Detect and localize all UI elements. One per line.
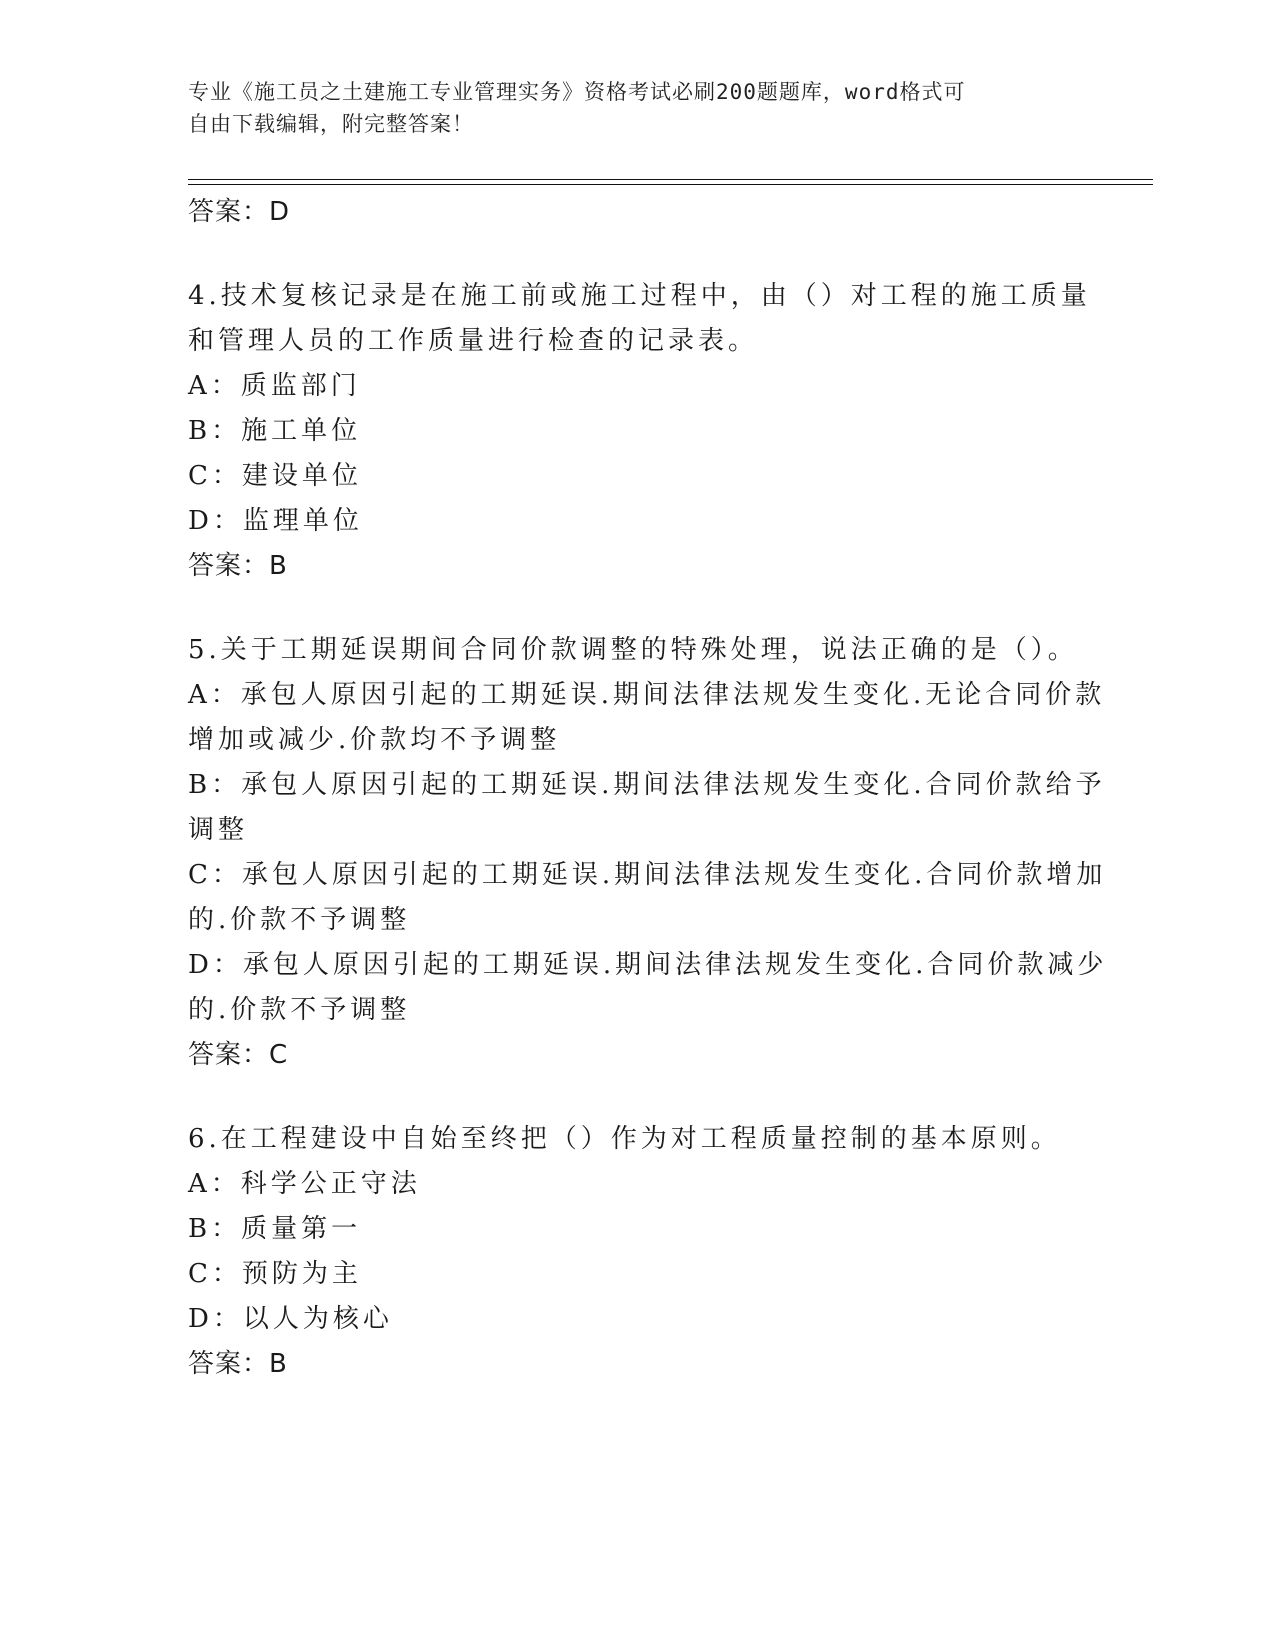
question-stem: 5.关于工期延误期间合同价款调整的特殊处理，说法正确的是（）。 (188, 635, 1078, 665)
question-stem: 6.在工程建设中自始至终把（）作为对工程质量控制的基本原则。 (188, 1124, 1061, 1154)
document-header (188, 76, 1088, 140)
header-rule-top (188, 179, 1153, 180)
question-4 (188, 274, 1091, 589)
option-c: C：建设单位 (188, 461, 362, 491)
option-a: A：科学公正守法 (188, 1169, 421, 1199)
option-b: B：承包人原因引起的工期延误.期间法律法规发生变化.合同价款给予 (188, 770, 1106, 800)
option-a: A：承包人原因引起的工期延误.期间法律法规发生变化.无论合同价款 (188, 680, 1106, 710)
question-stem: 4.技术复核记录是在施工前或施工过程中，由（）对工程的施工质量 (188, 281, 1091, 311)
document-body (188, 190, 1108, 1387)
option-d: D：承包人原因引起的工期延误.期间法律法规发生变化.合同价款减少 (188, 950, 1108, 980)
answer: 答案：C (188, 1040, 289, 1070)
header-rule-bottom (188, 184, 1153, 185)
answer: 答案：B (188, 1349, 288, 1379)
option-a: A：质监部门 (188, 371, 361, 401)
question-5 (188, 628, 1108, 1078)
question-stem-continued: 和管理人员的工作质量进行检查的记录表。 (188, 326, 759, 356)
previous-answer: 答案：D (188, 197, 291, 227)
option-b: B：施工单位 (188, 416, 362, 446)
header-line-2: 自由下载编辑，附完整答案！ (188, 112, 474, 136)
option-c: C：预防为主 (188, 1259, 362, 1289)
option-b: B：质量第一 (188, 1214, 362, 1244)
answer: 答案：B (188, 551, 288, 581)
option-c: C：承包人原因引起的工期延误.期间法律法规发生变化.合同价款增加 (188, 860, 1107, 890)
option-d: D：以人为核心 (188, 1304, 393, 1334)
option-d: D：监理单位 (188, 506, 363, 536)
option-a-continued: 增加或减少.价款均不予调整 (188, 725, 561, 755)
question-6 (188, 1117, 1088, 1387)
header-line-1: 专业《施工员之土建施工专业管理实务》资格考试必刷200题题库，word格式可 (188, 80, 966, 104)
option-c-continued: 的.价款不予调整 (188, 905, 411, 935)
option-d-continued: 的.价款不予调整 (188, 995, 411, 1025)
option-b-continued: 调整 (188, 815, 249, 845)
